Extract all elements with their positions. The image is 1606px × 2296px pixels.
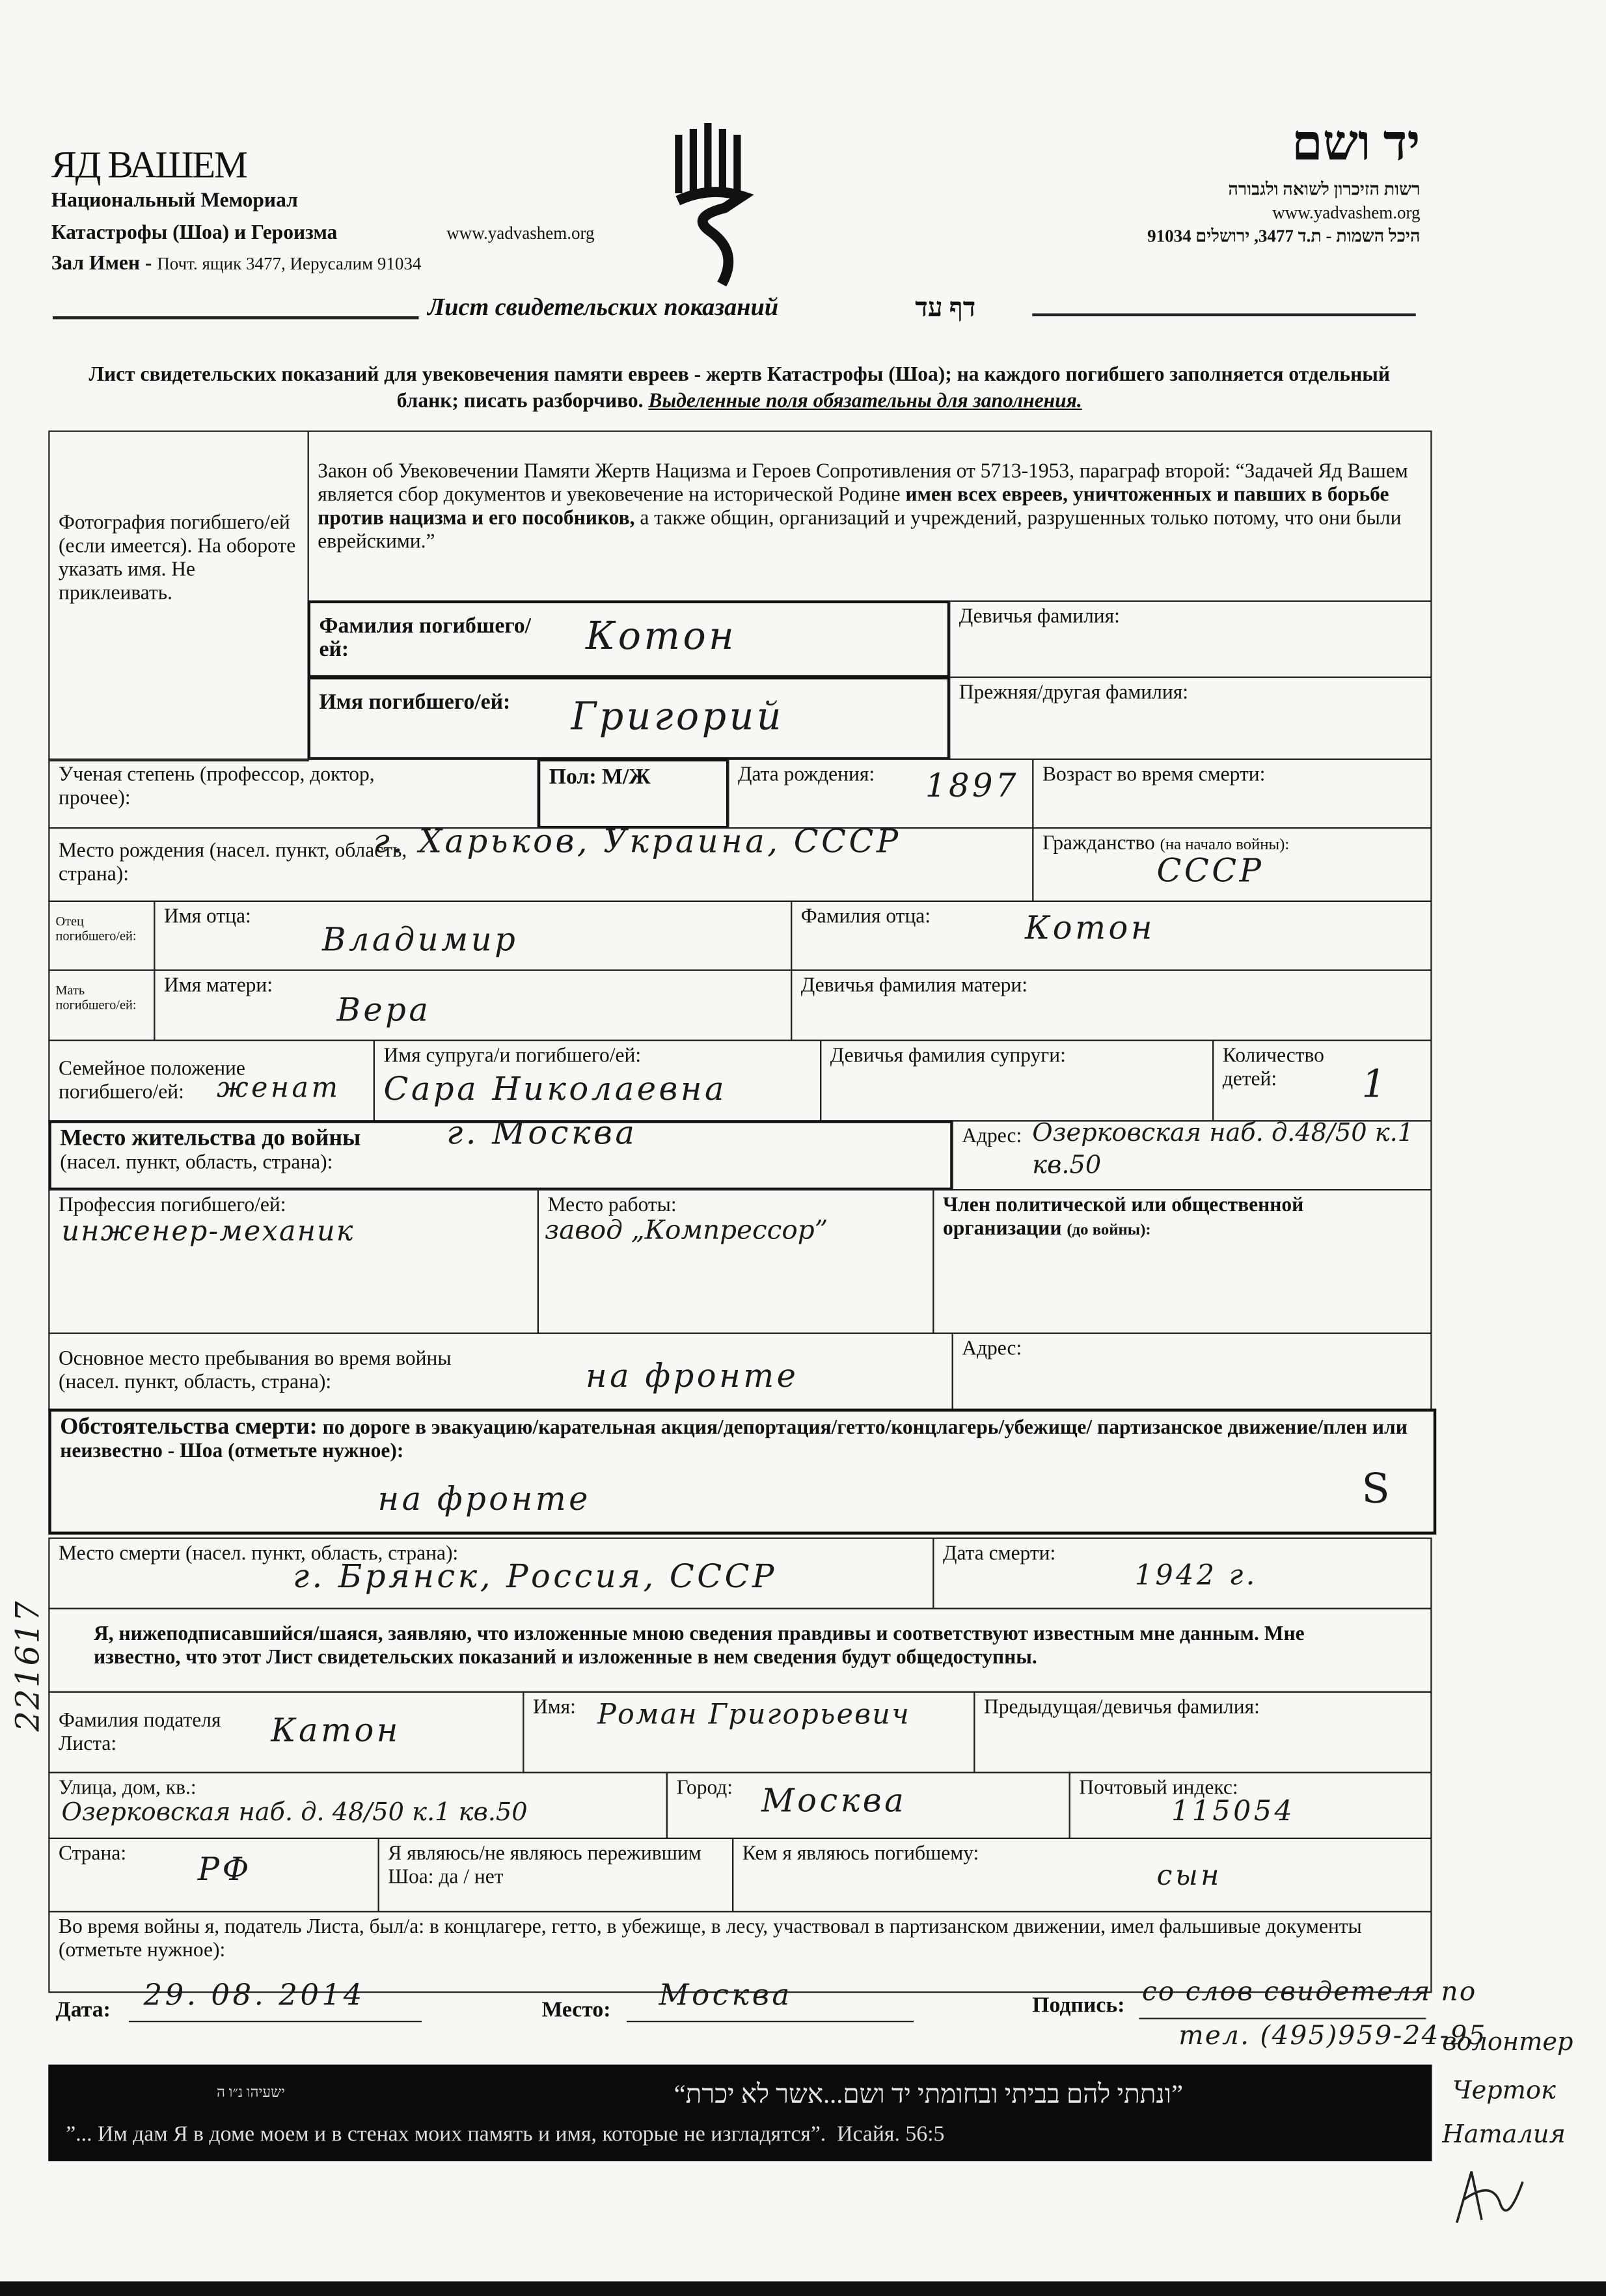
form-title: Лист свидетельских показаний [428,293,779,321]
label: Имя отца: [164,906,251,929]
hebrew-line1: רשות הזיכרון לשואה ולגבורה [1228,178,1421,199]
label: Член политической или общественной [943,1195,1304,1217]
label: Имя супруга/и погибшего/ей: [383,1045,642,1068]
children-value: 1 [1361,1063,1389,1107]
label: Место жительства до войны [60,1126,361,1151]
residence-value: г. Москва [446,1115,638,1153]
father-surname-value: Котон [1025,910,1155,948]
label: Место смерти (насел. пункт, область, страна): [59,1543,459,1566]
org-title: ЯД ВАШЕМ [51,143,247,186]
submitter-prev-field[interactable] [973,1691,1432,1773]
label: Страна: [59,1843,127,1866]
note: (на начало войны): [1160,836,1290,854]
date-value[interactable]: 29. 08. 2014 [143,1976,365,2012]
age-field[interactable] [1032,759,1432,829]
father-name-value: Владимир [322,922,519,959]
label: Девичья фамилия супруги: [830,1045,1066,1068]
org-line3 [51,249,422,280]
place-value[interactable]: Москва [659,1976,793,2012]
volunteer-signature [1450,2165,1538,2230]
hebrew-title: יד ושם [1292,117,1421,172]
citizenship-value: СССР [1156,853,1264,890]
form-title-hebrew: דף עד [915,293,976,322]
address-value: Озерковская наб. д.48/50 к.1 кв.50 [1032,1119,1414,1181]
label: Возраст во время смерти: [1042,764,1266,787]
spouse-name-value: Сара Николаевна [383,1072,727,1109]
options: по дороге в эвакуацию/карательная акция/депортация/гетто/концлагерь/убежище/ партизанское движение/плен или неизвестно - Шоа (отметьте нужное): [60,1417,1408,1463]
note: (до войны): [1067,1221,1151,1239]
law-bold: имен всех евреев, уничтоженных и павших в борьбе против нацизма и его пособников, [318,484,1389,530]
label: Основное место пребывания во время войны (насел. пункт, область, страна): [59,1348,452,1394]
label: Обстоятельства смерти: [60,1414,318,1440]
archive-number: 221617 [10,1600,48,1732]
side-note-2: Черток [1452,2076,1556,2106]
circumstances-value: на фронте [377,1482,591,1519]
hall-of-names: Зал Имен - [51,253,152,275]
scan-edge [0,2282,1606,2296]
workplace-field[interactable] [538,1189,934,1334]
label: Семейное положение погибшего/ей: [59,1058,245,1104]
source: Исайя. 56:5 [837,2123,945,2147]
intro-emphasis: Выделенные поля обязательны для заполнения. [648,390,1082,413]
website-right: www.yadvashem.org [1272,202,1421,223]
survivor-field[interactable] [378,1838,734,1913]
wartime-place-value: на фронте [586,1359,799,1396]
circumstances-field[interactable] [48,1409,1436,1535]
label: Пол: М/Ж [549,765,651,789]
signature-label: Подпись: [1032,1994,1125,2018]
po-box: Почт. ящик 3477, Иерусалим 91034 [157,253,422,274]
mother-name-value: Вера [336,992,431,1030]
place-line [627,2021,914,2022]
intro-text [88,363,1391,416]
label: Гражданство [1042,833,1155,855]
mother-tag: Мать погибшего/ей: [48,970,155,1041]
submitter-surname-value: Катон [271,1713,401,1750]
label: Адрес: [962,1126,1022,1148]
place-label: Место: [541,1999,611,2023]
date-line [129,2021,422,2022]
hebrew-quote: ”ונתתי להם בביתי ובחומתי יד ושם...אשר לא יכרת“ [674,2079,1183,2109]
label: Девичья фамилия матери: [800,975,1028,998]
label: Во время войны я, податель Листа, был/а: в концлагере, гетто, в убежище, в лесу, участвовал в партизанском движении, имел фальшивые документы (отметьте нужное): [59,1917,1362,1962]
label: Дата смерти: [943,1543,1056,1566]
father-tag: Отец погибшего/ей: [48,901,155,971]
prev-surname-field[interactable] [949,677,1432,760]
membership-field[interactable] [932,1189,1432,1334]
profession-field[interactable] [48,1189,539,1334]
workplace-value: завод „Компрессор” [545,1215,828,1246]
russian-quote [66,2124,944,2148]
victim-firstname-value: Григорий [571,695,784,740]
sublabel: (насел. пункт, область, страна): [60,1152,333,1175]
maiden-name-field[interactable] [949,601,1432,678]
gender-field[interactable] [538,759,729,829]
label: Предыдущая/девичья фамилия: [984,1697,1260,1719]
label: Я являюсь/не являюсь пережившим Шоа: да / нет [388,1843,701,1889]
label: Место работы: [547,1195,677,1217]
signature-line2: тел. (495)959-24-95 [1178,2021,1487,2052]
wartime-place-field[interactable] [48,1333,953,1410]
relation-value: сын [1156,1859,1222,1892]
label: Улица, дом, кв.: [59,1777,197,1800]
hebrew-source: ישעיהו נ״ו ה [217,2085,285,2101]
label: Ученая степень (профессор, доктор, прочее): [59,764,375,810]
side-note-1: волонтер [1442,2028,1573,2058]
victim-surname-value: Котон [586,615,737,659]
label: Адрес: [962,1338,1022,1361]
label: Место рождения (насел. пункт, область, страна): [59,840,407,886]
date-label: Дата: [55,1999,111,2023]
city-value: Москва [761,1783,907,1820]
org-line1: Национальный Мемориал [51,190,298,213]
website-left: www.yadvashem.org [446,223,595,243]
street-value: Озерковская наб. д. 48/50 к.1 кв.50 [61,1798,528,1827]
label2: организации [943,1218,1062,1240]
mother-maiden-field[interactable] [791,970,1432,1041]
relation-field[interactable] [732,1838,1432,1913]
death-date-value: 1942 г. [1134,1559,1258,1592]
death-place-value: г. Брянск, Россия, СССР [293,1559,777,1596]
degree-field[interactable] [48,759,539,829]
children-field[interactable] [1212,1040,1432,1122]
law-box [308,431,1432,602]
label: Имя погибшего/ей: [319,691,511,715]
label: Фамилия погибшего/ей: [319,615,532,662]
country-value: РФ [197,1852,252,1889]
photo-label: Фотография погибшего/ей (если имеется). На обороте указать имя. Не приклеивать. [59,512,296,605]
yad-vashem-logo [666,120,783,289]
label: Фамилия подателя Листа: [59,1710,221,1756]
signature-line1[interactable]: со слов свидетеля по [1142,1976,1477,2008]
label: Имя: [533,1697,576,1719]
label: Девичья фамилия: [959,606,1120,629]
zip-value: 115054 [1171,1795,1296,1827]
photo-box [48,431,309,762]
label: Прежняя/другая фамилия: [959,682,1188,705]
footer-band [48,2065,1432,2162]
wartime-address-field[interactable] [952,1333,1432,1410]
birth-place-value: г. Харьков, Украина, СССР [373,824,901,861]
declaration: Я, нижеподписавшийся/шаяся, заявляю, что изложенные мною сведения правдивы и соответствуют известным мне данным. Мне известно, что этот Лист свидетельских показаний и изложенные в нем сведения будут общедоступны. [48,1608,1432,1693]
label: Профессия погибшего/ей: [59,1195,286,1217]
profession-value: инженер-механик [61,1215,355,1248]
org-line2: Катастрофы (Шоа) и Героизма [51,223,338,245]
marital-value: женат [217,1072,341,1104]
label: Имя матери: [164,975,273,998]
signature-line [1139,2018,1426,2019]
title-rule-right [1032,314,1416,317]
quote: ”... Им дам Я в доме моем и в стенах моих память и имя, которые не изгладятся”. [66,2123,826,2147]
intro-body: Лист свидетельских показаний для увековечения памяти евреев - жертв Катастрофы (Шоа); на каждого погибшего заполняется отдельный бланк; писать разборчиво. [88,364,1390,413]
label: Почтовый индекс: [1079,1777,1238,1800]
side-note-3: Наталия [1442,2120,1566,2150]
title-rule-left [53,316,419,320]
label: Кем я являюсь погибшему: [742,1843,979,1866]
circumstances-mark: S [1361,1464,1393,1513]
mother-name-field[interactable] [154,970,792,1041]
label: Количество детей: [1222,1045,1324,1091]
hebrew-line2: היכל השמות - ת.ד 3477, ירושלים 91034 [1147,225,1421,246]
label: Фамилия отца: [800,906,931,929]
label: Город: [676,1777,733,1800]
law-rest: а также общин, организаций и учреждений, разрушенных только потому, что они были еврейскими.” [318,508,1402,554]
label: Дата рождения: [738,764,875,787]
law-text: Закон об Увековечении Памяти Жертв Нацизма и Героев Сопротивления от 5713-1953, параграф второй: “Задачей Яд Вашем является сбор документов и увековечение на исторической Родине [318,461,1408,507]
spouse-maiden-field[interactable] [820,1040,1214,1122]
birth-date-value: 1897 [925,769,1019,806]
submitter-name-value: Роман Григорьевич [597,1699,910,1731]
